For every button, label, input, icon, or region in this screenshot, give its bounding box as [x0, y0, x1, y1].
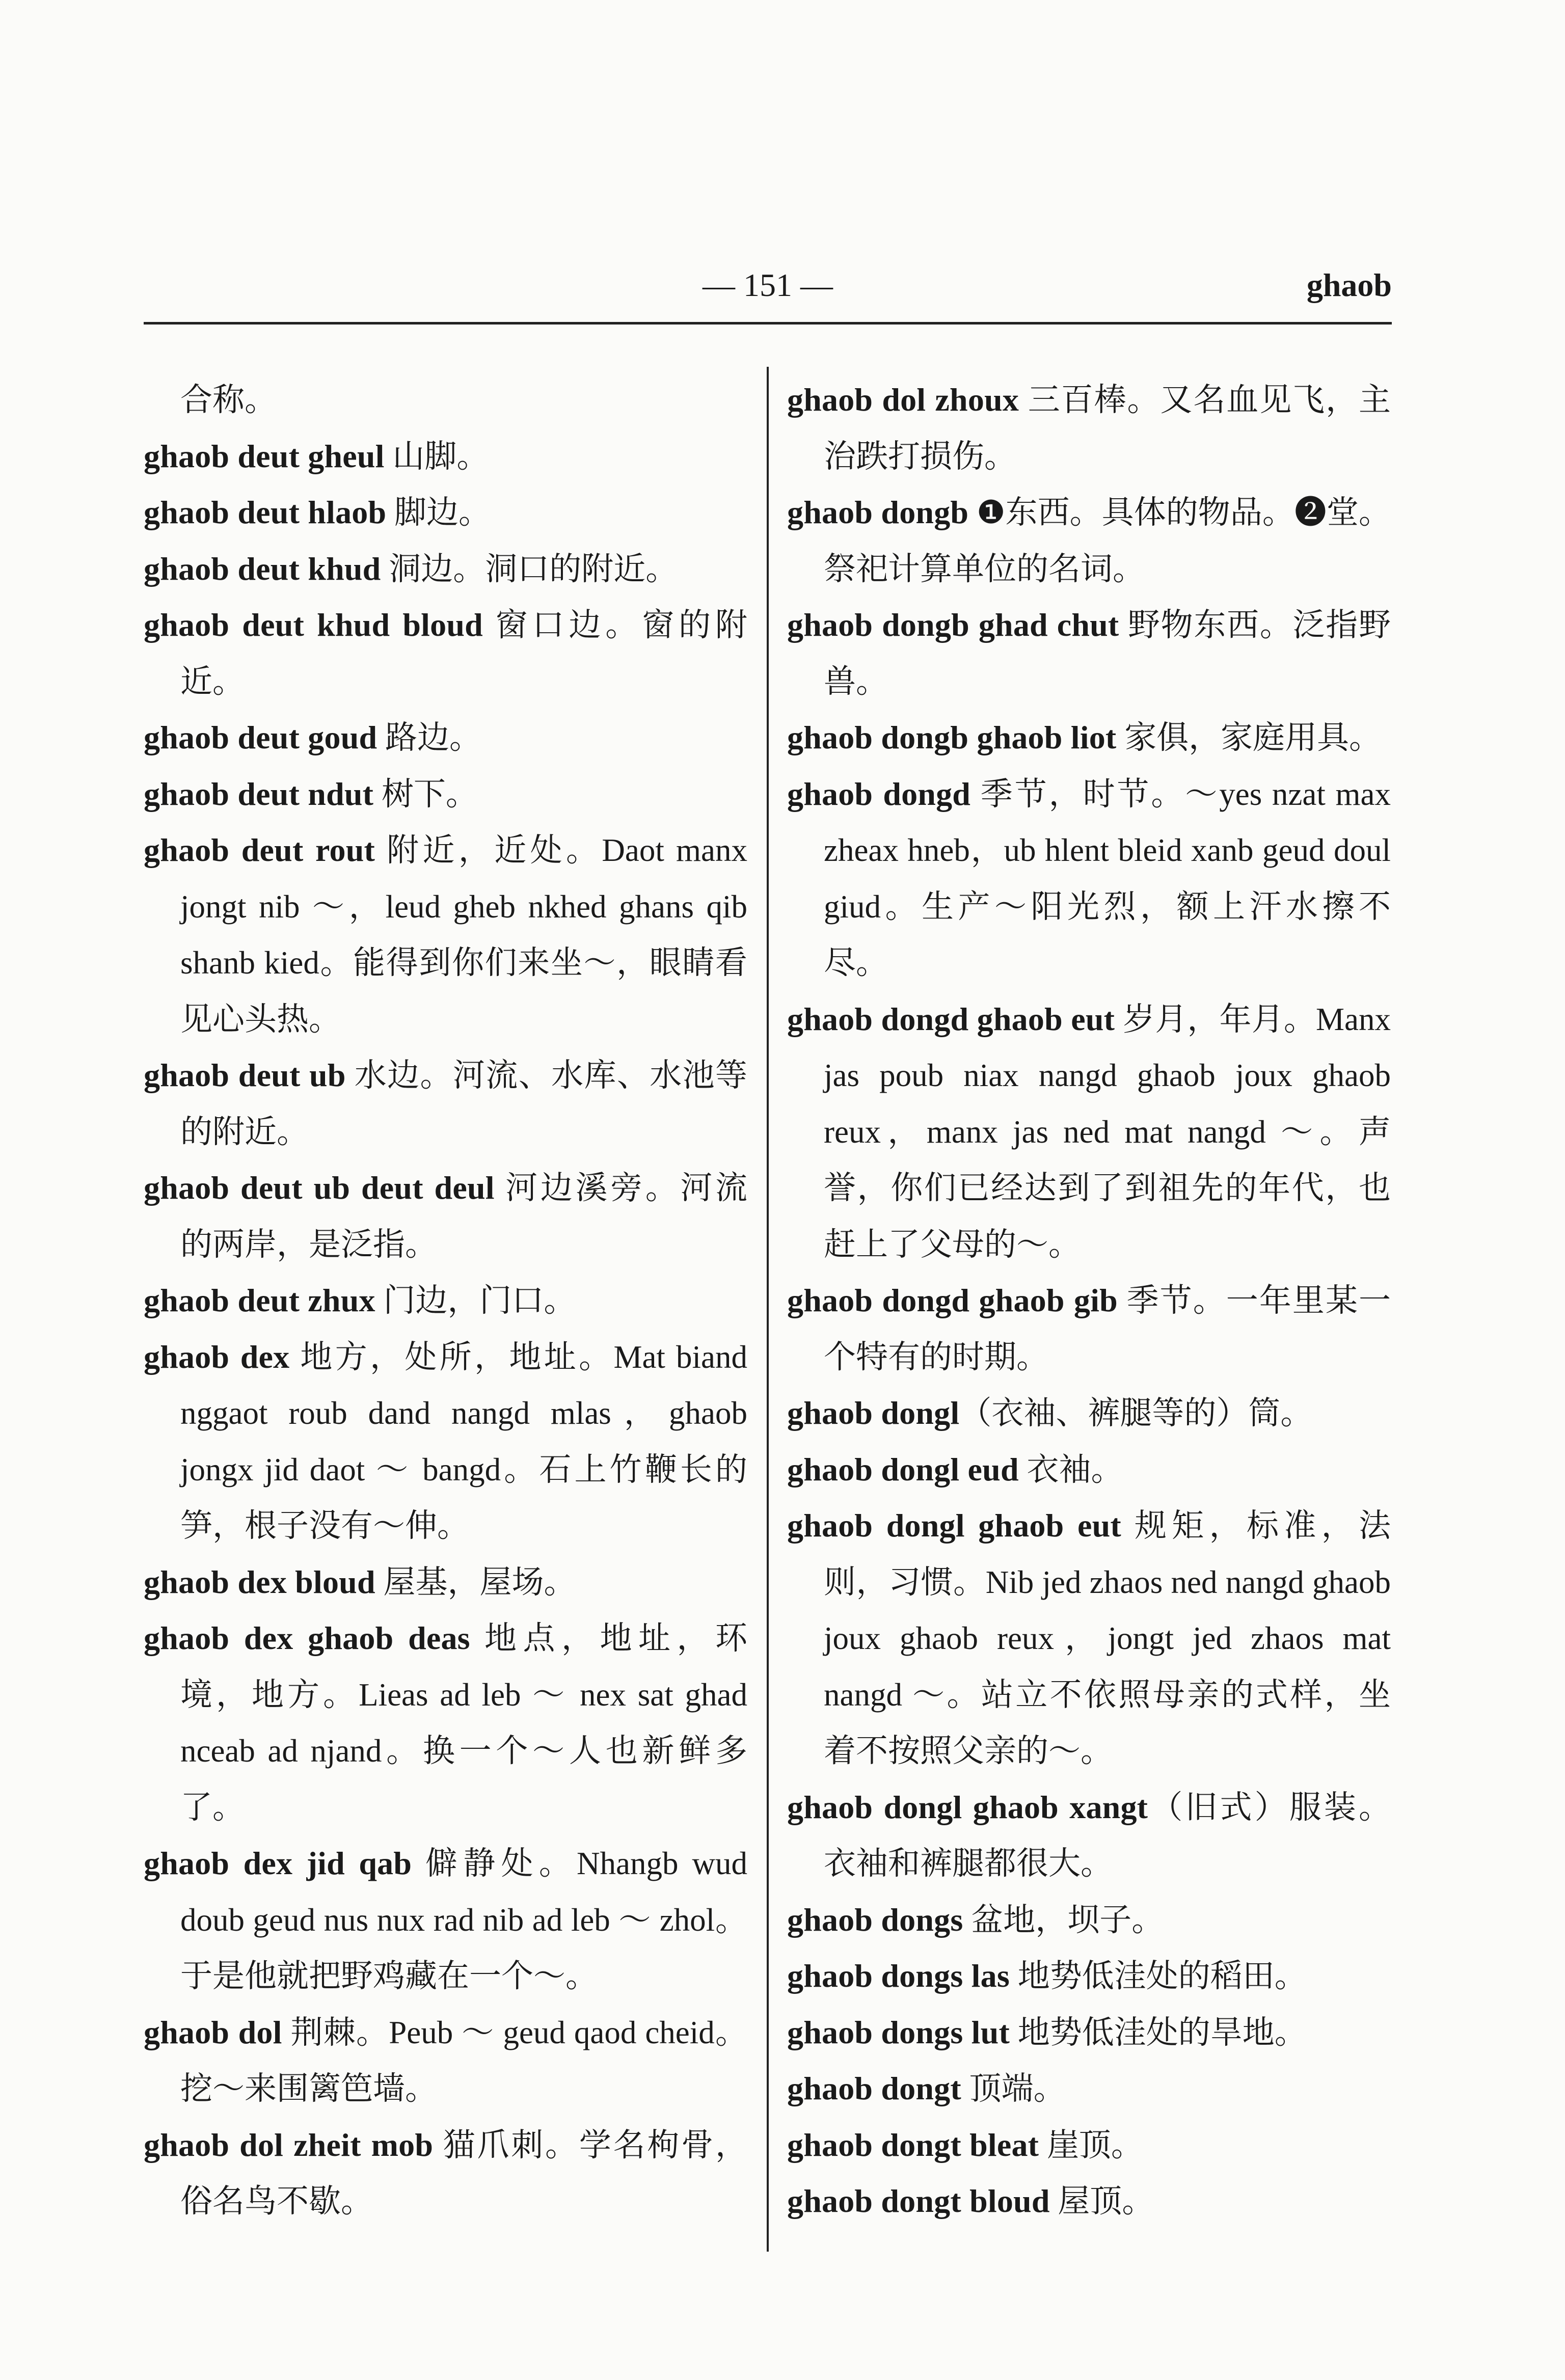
entry-definition: 树下。	[373, 776, 478, 812]
dictionary-entry	[787, 766, 1391, 991]
entry-headword: ghaob deut zhux	[144, 1282, 375, 1318]
entry-headword: ghaob dex	[144, 1338, 290, 1375]
right-column	[787, 372, 1391, 2230]
dictionary-entry	[787, 1273, 1391, 1385]
dictionary-entry	[144, 428, 747, 485]
dictionary-entry	[787, 2061, 1391, 2117]
entry-headword: ghaob dongd ghaob gib	[787, 1282, 1118, 1318]
entry-headword: ghaob dol zhoux	[787, 382, 1019, 418]
entry-headword: ghaob dongs lut	[787, 2014, 1010, 2050]
dictionary-entry	[144, 1047, 747, 1160]
dictionary-entry	[787, 1442, 1391, 1498]
dictionary-entry	[787, 1779, 1391, 1892]
entry-headword: ghaob deut ub deut deul	[144, 1170, 495, 1206]
dictionary-entry	[787, 2005, 1391, 2061]
entry-headword: ghaob dol	[144, 2014, 282, 2050]
entry-definition: 荆棘。Peub ～ geud qaod cheid。挖～来围篱笆墙。	[180, 2014, 747, 2106]
dictionary-entry	[144, 822, 747, 1047]
entry-headword: ghaob dex jid qab	[144, 1845, 412, 1881]
dictionary-entry	[787, 1892, 1391, 1949]
page-header	[144, 260, 1392, 316]
dictionary-entry	[144, 484, 747, 541]
entry-definition: 屋顶。	[1049, 2183, 1154, 2219]
dictionary-entry	[144, 1610, 747, 1835]
entry-definition: 规矩，标准，法则，习惯。Nib jed zhaos ned nangd ghaob joux ghaob reux，jongt jed zhaos mat nangd ～。站立不依照母亲的式样，坐着不按照父亲的～。	[824, 1508, 1391, 1769]
entry-headword: ghaob deut ub	[144, 1057, 346, 1093]
entry-definition: 僻静处。Nhangb wud doub geud nus nux rad nib ad leb ～ zhol。于是他就把野鸡藏在一个～。	[180, 1846, 747, 1994]
entry-definition: 地势低洼处的稻田。	[1009, 1958, 1307, 1994]
entry-definition: 岁月，年月。Manx jas poub niax nangd ghaob joux ghaob reux，manx jas ned mat nangd ～。声誉，你们已经达到了到祖先的年代，也赶上了父母的～。	[824, 1001, 1391, 1262]
entry-headword: ghaob deut ndut	[144, 775, 374, 812]
entry-definition: 猫爪刺。学名枸骨，俗名鸟不歇。	[180, 2127, 747, 2219]
dictionary-entry	[787, 1385, 1391, 1442]
entry-definition: （旧式）服装。衣袖和裤腿都很大。	[824, 1789, 1391, 1881]
dictionary-entry	[144, 1835, 747, 2005]
dictionary-entry	[787, 2173, 1391, 2230]
dictionary-entry	[144, 1160, 747, 1273]
entry-definition: 季节，时节。～yes nzat max zheax hneb，ub hlent bleid xanb geud doul giud。生产～阳光烈，额上汗水擦不尽。	[824, 776, 1391, 981]
entry-headword: ghaob dongl eud	[787, 1451, 1019, 1487]
dictionary-entry	[787, 484, 1391, 597]
entry-definition: 三百棒。又名血见飞，主治跌打损伤。	[824, 382, 1391, 474]
left-column	[144, 372, 747, 2230]
entry-definition: 窗口边。窗的附近。	[180, 607, 747, 699]
entry-definition: 屋基，屋场。	[375, 1564, 576, 1600]
dictionary-entry	[144, 541, 747, 598]
header-rule	[144, 322, 1392, 324]
entry-headword: ghaob deut khud bloud	[144, 607, 483, 643]
entry-definition: 山脚。	[384, 438, 489, 474]
entry-definition: 合称。	[180, 382, 277, 418]
entry-headword: ghaob deut rout	[144, 832, 375, 868]
entry-headword: ghaob dongl	[787, 1395, 960, 1431]
entry-headword: ghaob dol zheit mob	[144, 2126, 434, 2163]
entry-headword: ghaob dex bloud	[144, 1563, 375, 1600]
dictionary-entry	[144, 1273, 747, 1329]
entry-headword: ghaob dongd ghaob eut	[787, 1000, 1115, 1037]
entry-definition: 门边，门口。	[375, 1283, 576, 1318]
dictionary-entry	[144, 1554, 747, 1611]
entry-definition: 家俱，家庭用具。	[1116, 720, 1382, 755]
entry-definition: 地方，处所，地址。Mat biand nggaot roub dand nangd mlas，ghaob jongx jid daot ～ bangd。石上竹鞭长的笋，根子没有～伸。	[180, 1339, 747, 1544]
entry-headword: ghaob dongt	[787, 2070, 961, 2106]
entry-headword: ghaob deut goud	[144, 719, 377, 755]
entry-definition: 洞边。洞口的附近。	[381, 551, 678, 587]
entry-definition: （衣袖、裤腿等的）筒。	[959, 1395, 1313, 1431]
entry-headword: ghaob deut gheul	[144, 438, 385, 474]
dictionary-entry	[144, 597, 747, 710]
entry-definition: 脚边。	[386, 495, 491, 530]
dictionary-entry	[787, 2117, 1391, 2174]
entry-headword: ghaob dongb ghad chut	[787, 607, 1119, 643]
dictionary-entry	[787, 1498, 1391, 1779]
entry-headword: ghaob dongs las	[787, 1958, 1010, 1994]
dictionary-entry	[787, 710, 1391, 766]
entry-definition: ❶东西。具体的物品。❷堂。祭祀计算单位的名词。	[824, 495, 1391, 587]
entry-definition: 附近，近处。Daot manx jongt nib ～，leud gheb nkhed ghans qib shanb kied。能得到你们来坐～，眼睛看见心头热。	[180, 832, 747, 1037]
entry-headword: ghaob deut khud	[144, 550, 381, 587]
dictionary-entry	[787, 1948, 1391, 2005]
entry-headword: ghaob dongs	[787, 1901, 963, 1938]
dictionary-entry	[144, 2117, 747, 2230]
dictionary-entry	[787, 991, 1391, 1273]
dictionary-entry	[787, 372, 1391, 484]
column-divider	[767, 367, 769, 2252]
entry-definition: 盆地，坝子。	[963, 1902, 1164, 1938]
entry-definition: 地势低洼处的旱地。	[1009, 2014, 1307, 2050]
entry-definition: 路边。	[377, 720, 482, 755]
dictionary-entry	[144, 710, 747, 766]
entry-headword: ghaob dongt bloud	[787, 2183, 1050, 2219]
page-number: — 151 —	[703, 267, 833, 303]
entry-definition: 河边溪旁。河流的两岸，是泛指。	[180, 1170, 748, 1262]
dictionary-entry	[787, 597, 1391, 710]
entry-headword: ghaob dongt bleat	[787, 2126, 1039, 2163]
entry-headword: ghaob dex ghaob deas	[144, 1620, 470, 1656]
entry-definition: 衣袖。	[1018, 1451, 1123, 1487]
entry-definition: 顶端。	[961, 2071, 1066, 2106]
entry-definition: 地点，地址，环境，地方。Lieas ad leb ～ nex sat ghad nceab ad njand。换一个～人也新鲜多了。	[180, 1620, 748, 1825]
entry-headword: ghaob dongl ghaob eut	[787, 1507, 1121, 1544]
entry-headword: ghaob dongl ghaob xangt	[787, 1789, 1148, 1825]
entry-headword: ghaob dongd	[787, 775, 971, 812]
entry-headword: ghaob deut hlaob	[144, 494, 387, 530]
dictionary-entry	[144, 766, 747, 823]
dictionary-entry	[144, 372, 747, 428]
entry-definition: 野物东西。泛指野兽。	[824, 607, 1391, 699]
dictionary-entry	[144, 1329, 747, 1554]
entry-definition: 崖顶。	[1039, 2127, 1143, 2163]
entry-headword: ghaob dongb	[787, 494, 969, 530]
running-head: ghaob	[1306, 267, 1392, 303]
entry-headword: ghaob dongb ghaob liot	[787, 719, 1117, 755]
entry-definition: 季节。一年里某一个特有的时期。	[824, 1283, 1391, 1375]
entry-definition: 水边。河流、水库、水池等的附近。	[180, 1058, 747, 1150]
dictionary-entry	[144, 2005, 747, 2117]
